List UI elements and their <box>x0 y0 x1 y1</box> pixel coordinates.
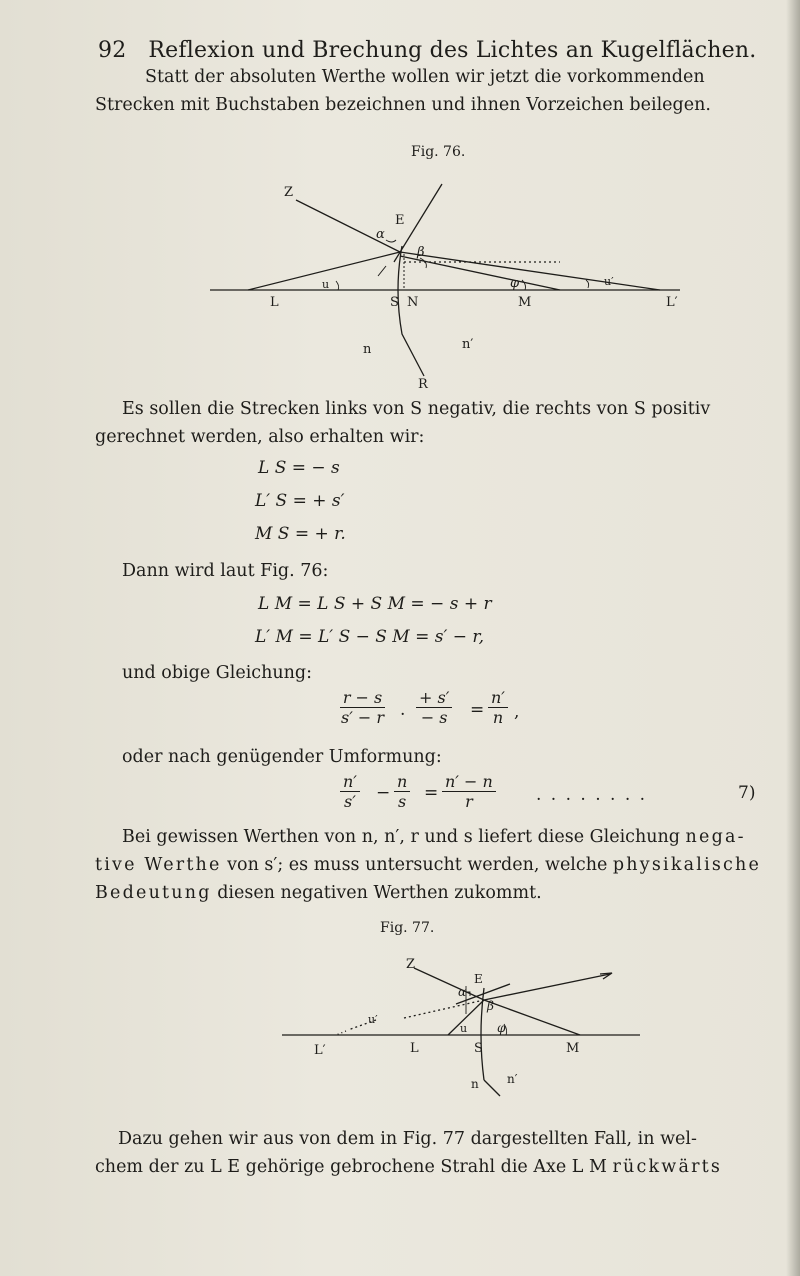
fig77-virtual-ray <box>404 1000 484 1018</box>
para6-line3 <box>95 878 542 908</box>
fig77-label-beta: β <box>487 999 494 1013</box>
eq7-term-c <box>442 772 496 811</box>
para6-line1-emph: nega- <box>685 827 746 847</box>
eq1-term1 <box>338 688 387 727</box>
para7-line2 <box>95 1152 722 1182</box>
para6-line3-text: diesen negativen Werthen zukommt. <box>211 883 542 903</box>
para7-line2-text: chem der zu L E gehörige gebrochene Strahl die Axe L M <box>95 1157 613 1177</box>
equation-ls: L S = − s <box>258 458 340 478</box>
equation-lm: L M = L S + S M = − s + r <box>258 594 492 614</box>
fig76-label-n: n <box>363 342 372 357</box>
para2-line2: gerechnet werden, also erhalten wir: <box>95 427 425 447</box>
fig76-label-alpha: α <box>376 227 385 242</box>
para1-line1: Statt der absoluten Werthe wollen wir jetzt die vorkommenden <box>145 67 705 87</box>
eq1-comma: , <box>514 702 520 722</box>
equation-l-prime-s: L′ S = + s′ <box>255 491 345 511</box>
eq1-term2 <box>416 688 452 727</box>
eq1-dot: . <box>400 700 406 720</box>
eq7-a-numerator: n′ <box>340 772 360 792</box>
eq1-term1-denominator: s′ − r <box>341 708 385 727</box>
fig77-label-S: S <box>474 1041 483 1056</box>
eq1-term3-numerator: n′ <box>488 688 508 708</box>
figure-76 <box>0 0 800 400</box>
eq1-term2-numerator: + s′ <box>416 688 452 708</box>
eq1-equals: = <box>470 700 485 720</box>
equation-ms: M S = + r. <box>255 524 346 544</box>
fig77-label-phi: φ <box>497 1021 506 1035</box>
para6-line3-emph: Bedeutung <box>95 883 212 903</box>
fig77-label-Z: Z <box>406 957 416 972</box>
para3: Dann wird laut Fig. 76: <box>122 561 329 581</box>
fig76-caption: Fig. 76. <box>411 144 466 160</box>
eq1-term3 <box>488 688 508 727</box>
fig76-label-u: u <box>322 278 330 291</box>
fig76-refracted-ray <box>400 252 660 290</box>
equation-l-prime-m: L′ M = L′ S − S M = s′ − r, <box>255 627 485 647</box>
eq7-term-a <box>340 772 360 811</box>
fig76-angle-alpha <box>386 240 396 242</box>
fig76-label-u-prime: u′ <box>604 275 614 288</box>
para2-line1: Es sollen die Strecken links von S negativ, die rechts von S positiv <box>122 399 711 419</box>
eq7-b-denominator: s <box>398 792 407 811</box>
eq7-leader-dots: . . . . . . . . <box>536 785 648 805</box>
fig77-surface-tail <box>484 1080 500 1096</box>
eq7-c-numerator: n′ − n <box>442 772 496 792</box>
fig77-label-alpha: α <box>458 985 467 999</box>
fig76-label-L-prime: L′ <box>666 295 678 310</box>
eq1-term1-numerator: r − s <box>340 688 385 708</box>
fig77-label-L-prime: L′ <box>314 1043 326 1058</box>
fig77-label-u: u <box>460 1022 468 1035</box>
fig76-label-S: S <box>390 295 399 310</box>
fig76-label-E: E <box>395 213 405 228</box>
fig77-label-u-prime: u′ <box>368 1013 378 1026</box>
fig77-label-n-prime: n′ <box>507 1072 518 1086</box>
fig77-label-M: M <box>566 1041 580 1056</box>
eq1-term2-denominator: − s <box>420 708 448 727</box>
para1-line2: Strecken mit Buchstaben bezeichnen und ihnen Vorzeichen beilegen. <box>95 95 711 115</box>
para6-line1-text: Bei gewissen Werthen von n, n′, r und s liefert diese Gleichung <box>122 827 686 847</box>
fig76-label-M: M <box>518 295 532 310</box>
eq7-number: 7) <box>738 783 756 803</box>
figure-77 <box>0 940 800 1120</box>
fig76-label-N: N <box>407 295 419 310</box>
fig76-label-n-prime: n′ <box>462 337 474 352</box>
eq1-term3-denominator: n <box>492 708 504 727</box>
fig76-angle-u-prime <box>586 280 589 288</box>
para7-line1: Dazu gehen wir aus von dem in Fig. 77 dargestellten Fall, in wel- <box>118 1129 697 1149</box>
para6-line2-emph1: tive Werthe <box>95 855 222 875</box>
fig76-label-L: L <box>270 295 279 310</box>
eq7-term-b <box>394 772 410 811</box>
para7-line2-emph: rückwärts <box>612 1157 723 1177</box>
page-number: 92 <box>98 38 127 63</box>
fig76-surface-tick <box>378 266 386 276</box>
eq7-b-numerator: n <box>394 772 410 792</box>
para4: und obige Gleichung: <box>122 663 313 683</box>
fig76-label-Z: Z <box>284 185 294 200</box>
fig76-refracting-surface <box>398 246 424 376</box>
fig77-label-E: E <box>474 972 483 986</box>
para5: oder nach genügender Umformung: <box>122 747 442 767</box>
eq7-equals: = <box>424 783 439 803</box>
fig76-label-R: R <box>418 377 428 392</box>
fig77-label-n: n <box>471 1077 479 1091</box>
para6-line2-emph2: physikalische <box>612 855 762 875</box>
fig77-label-L: L <box>410 1041 419 1056</box>
para6-line2-text: von s′; es muss untersucht werden, welche <box>221 855 613 875</box>
para6-line1 <box>122 822 746 852</box>
fig76-angle-u <box>336 281 339 290</box>
fig76-label-beta: β <box>417 245 425 260</box>
fig76-label-phi: φ <box>510 276 520 291</box>
fig77-caption: Fig. 77. <box>380 920 435 936</box>
eq7-a-denominator: s′ <box>344 792 356 811</box>
para6-line2 <box>95 850 761 880</box>
running-title: Reflexion und Brechung des Lichtes an Kugelflächen. <box>148 38 757 63</box>
fig76-ray-ze <box>296 200 400 252</box>
eq7-c-denominator: r <box>465 792 473 811</box>
eq7-minus: − <box>376 783 391 803</box>
